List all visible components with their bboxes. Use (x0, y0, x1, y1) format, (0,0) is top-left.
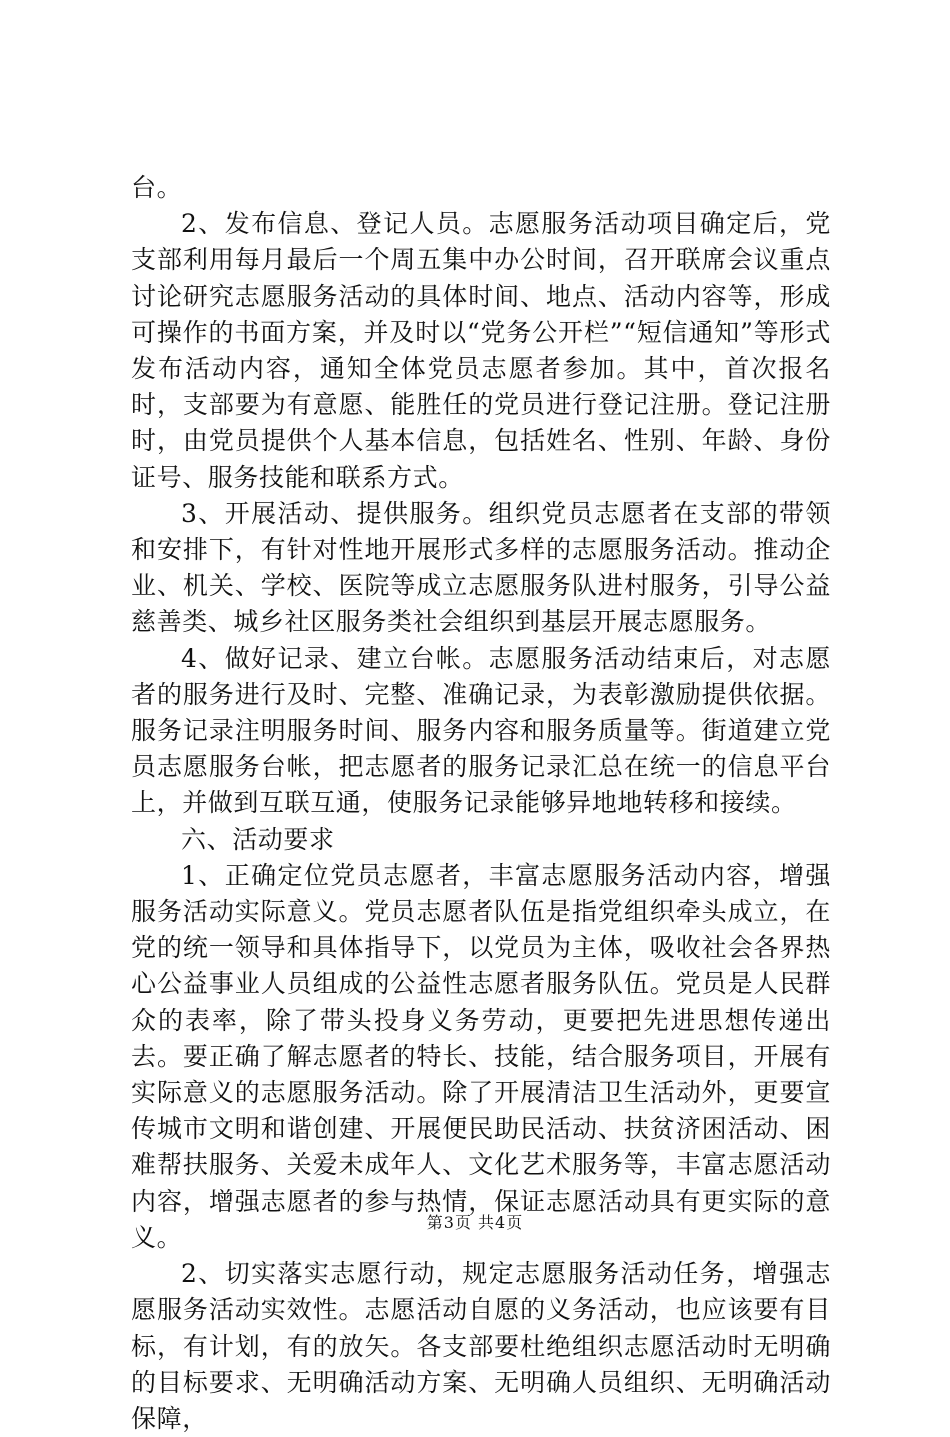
paragraph-publish-info: 2、发布信息、登记人员。志愿服务活动项目确定后，党支部利用每月最后一个周五集中办公时间，召开联席会议重点讨论研究志愿服务活动的具体时间、地点、活动内容等，形成可操作的书面方案，并及时以“党务公开栏”“短信通知”等形式发布活动内容，通知全体党员志愿者参加。其中，首次报名时，支部要为有意愿、能胜任的党员进行登记注册。登记注册时，由党员提供个人基本信息，包括姓名、性别、年龄、身份证号、服务技能和联系方式。 (131, 209, 831, 492)
paragraph-records-ledger: 4、做好记录、建立台帐。志愿服务活动结束后，对志愿者的服务进行及时、完整、准确记录，为表彰激励提供依据。服务记录注明服务时间、服务内容和服务质量等。街道建立党员志愿服务台帐，把志愿者的服务记录汇总在统一的信息平台上，并做到互联互通，使服务记录能够异地地转移和接续。 (131, 643, 831, 818)
document-body (131, 170, 831, 1437)
paragraph-continuation: 台。 (131, 173, 183, 202)
paragraph-carry-out-activities: 3、开展活动、提供服务。组织党员志愿者在支部的带领和安排下，有针对性地开展形式多样的志愿服务活动。推动企业、机关、学校、医院等成立志愿服务队进村服务，引导公益慈善类、城乡社区服务类社会组织到基层开展志愿服务。 (131, 498, 831, 637)
paragraph-requirement-1: 1、正确定位党员志愿者，丰富志愿服务活动内容，增强服务活动实际意义。党员志愿者队伍是指党组织牵头成立，在党的统一领导和具体指导下，以党员为主体，吸收社会各界热心公益事业人员组成的公益性志愿者服务队伍。党员是人民群众的表率，除了带头投身义务劳动，更要把先进思想传递出去。要正确了解志愿者的特长、技能，结合服务项目，开展有实际意义的志愿服务活动。除了开展清洁卫生活动外，更要宣传城市文明和谐创建、开展便民助民活动、扶贫济困活动、困难帮扶服务、关爱未成年人、文化艺术服务等，丰富志愿活动内容，增强志愿者的参与热情，保证志愿活动具有更实际的意义。 (131, 860, 831, 1252)
section-heading-requirements: 六、活动要求 (181, 824, 335, 854)
paragraph-requirement-2: 2、切实落实志愿行动，规定志愿服务活动任务，增强志愿服务活动实效性。志愿活动自愿的义务活动，也应该要有目标，有计划，有的放矢。各支部要杜绝组织志愿活动时无明确的目标要求、无明确活动方案、无明确人员组织、无明确活动保障， (131, 1259, 831, 1433)
page-number-footer: 第3页 共4页 (426, 1213, 524, 1232)
